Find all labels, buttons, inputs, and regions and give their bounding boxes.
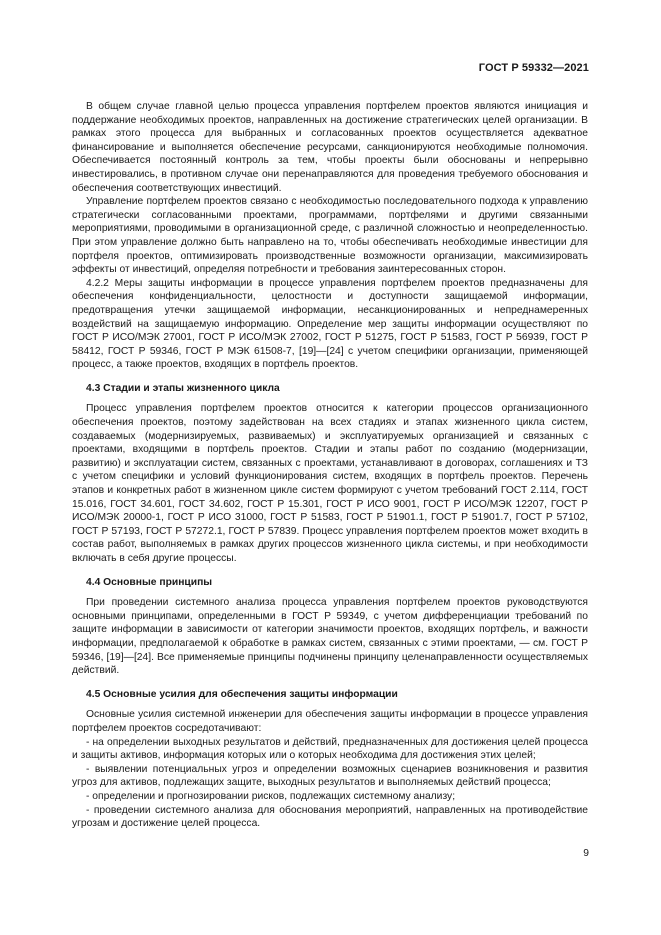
list-item: - на определении выходных результатов и действий, предназначенных для достижения целей процесса и защиты активов, информация которых или о которых необходима для достижения этих целей; (72, 736, 588, 762)
section-heading-4-3: 4.3 Стадии и этапы жизненного цикла (86, 382, 280, 394)
section-heading-4-5: 4.5 Основные усилия для обеспечения защиты информации (86, 688, 398, 700)
paragraph-portfolio-management: Управление портфелем проектов связано с необходимостью последовательного подхода к управлению стратегически согласованными проектами, программами, портфелями и другими связанными мероприятиями, проводимыми в организационной среде, с различной сложностью и неопределенностью. При этом управление должно быть направлено на то, чтобы обеспечивать необходимые инвестиции для портфеля проектов, оптимизировать производственные возможности организации, максимизировать эффекты от инвестиций, определяя потребности и требования заинтересованных сторон. (72, 196, 588, 276)
list-item: - выявлении потенциальных угроз и определении возможных сценариев возникновения и развития угроз для активов, подлежащих защите, выходных результатов и выполняемых действий процесса; (72, 763, 588, 789)
section-heading-4-4: 4.4 Основные принципы (86, 576, 213, 588)
paragraph-lifecycle: Процесс управления портфелем проектов относится к категории процессов организационного обеспечения проектов, поэтому задействован на всех стадиях и этапах жизненного цикла систем, создаваемых (модернизируемых, развиваемых) и эксплуатируемых организацией и связанных с проектами, входящими в портфель проектов. Стадии и этапы работ по созданию (модернизации, развитию) и эксплуатации систем, связанных с проектами, устанавливают в договорах, соглашениях и ТЗ с учетом специфики и условий функционирования систем, входящих в портфель проектов. Перечень этапов и конкретных работ в жизненном цикле систем формируют с учетом требований ГОСТ 2.114, ГОСТ 15.016, ГОСТ 34.601, ГОСТ 34.602, ГОСТ Р 15.301, ГОСТ Р ИСО 9001, ГОСТ Р ИСО/МЭК 12207, ГОСТ Р ИСО/МЭК 20000-1, ГОСТ Р ИСО 31000, ГОСТ Р 51583, ГОСТ Р 51901.1, ГОСТ Р 51901.7, ГОСТ Р 57102, ГОСТ Р 57193, ГОСТ Р 57272.1, ГОСТ Р 57839. Процесс управления портфелем проектов может входить в состав работ, выполняемых в рамках других процессов жизненного цикла системы, и при необходимости включать в себя другие процессы. (72, 403, 588, 564)
paragraph-4-2-2: 4.2.2 Меры защиты информации в процессе управления портфелем проектов предназначены для обеспечения конфиденциальности, целостности и доступности защищаемой информации, предотвращения утечки защищаемой информации, несанкционированных и непреднамеренных воздействий на защищаемую информацию. Определение мер защиты информации осуществляют по ГОСТ Р ИСО/МЭК 27001, ГОСТ Р ИСО/МЭК 27002, ГОСТ Р 51275, ГОСТ Р 51583, ГОСТ Р 56939, ГОСТ Р 58412, ГОСТ Р 59346, ГОСТ Р МЭК 61508-7, [19]—[24] с учетом специфики организации, применяющей процесс, а также проектов, входящих в портфель проектов. (72, 277, 588, 371)
paragraph-efforts-intro: Основные усилия системной инженерии для обеспечения защиты информации в процессе управления портфелем проектов сосредотачивают: (72, 709, 588, 734)
paragraph-portfolio-goal: В общем случае главной целью процесса управления портфелем проектов являются инициация и поддержание необходимых проектов, направленных на достижение стратегических целей организации. В рамках этого процесса для выбранных и согласованных проектов осуществляется адекватное финансирование и выполняется обеспечение ресурсами, санкционируются необходимые полномочия. Обеспечивается постоянный контроль за тем, чтобы проекты были обоснованы и непрерывно инвестировались, в противном случае они перенаправляются для проведения требуемого обоснования и обеспечения соответствующих инвестиций. (72, 101, 588, 194)
document-header-id: ГОСТ Р 59332—2021 (478, 62, 589, 74)
document-body (72, 100, 588, 831)
list-item: - проведении системного анализа для обоснования мероприятий, направленных на противодействие угрозам и достижение целей процесса. (72, 804, 588, 830)
list-item: - определении и прогнозировании рисков, подлежащих системному анализу; (86, 790, 456, 802)
page-number: 9 (583, 848, 589, 859)
paragraph-principles: При проведении системного анализа процесса управления портфелем проектов руководствуются основными принципами, определенными в ГОСТ Р 59349, с учетом дифференциации требований по защите информации в зависимости от категории значимости проектов, входящих портфель, и важности информации, предполагаемой к обработке в рамках систем, связанных с этими проектами, — см. ГОСТ Р 59346, [19]—[24]. Все применяемые принципы подчинены принципу целенаправленности осуществляемых действий. (72, 597, 588, 677)
